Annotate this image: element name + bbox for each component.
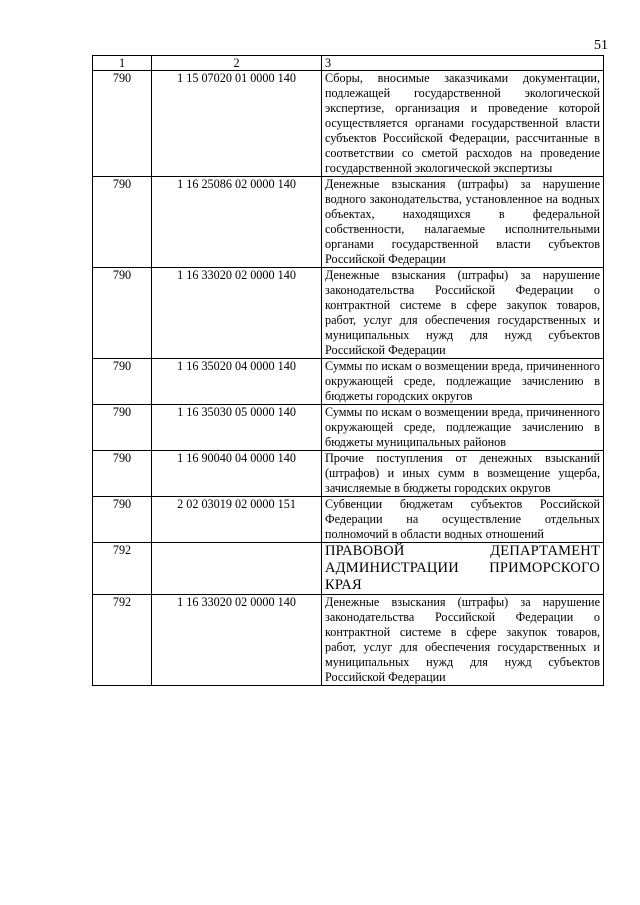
revenue-code: 1 16 35020 04 0000 140 <box>152 359 322 405</box>
table-row <box>93 405 604 451</box>
table-row <box>93 595 604 686</box>
department-row <box>93 543 604 595</box>
table-row <box>93 359 604 405</box>
table-row <box>93 451 604 497</box>
table-row <box>93 497 604 543</box>
admin-code: 790 <box>93 451 152 497</box>
budget-codes-table <box>92 55 604 686</box>
revenue-code: 1 16 33020 02 0000 140 <box>152 595 322 686</box>
revenue-code: 1 16 25086 02 0000 140 <box>152 177 322 268</box>
table-row <box>93 268 604 359</box>
revenue-code <box>152 543 322 595</box>
header-col-3: 3 <box>322 56 604 71</box>
revenue-description: Суммы по искам о возмещении вреда, причиненного окружающей среде, подлежащие зачислению в бюджеты муниципальных районов <box>322 405 604 451</box>
table-header-row <box>93 56 604 71</box>
admin-code: 792 <box>93 595 152 686</box>
admin-code: 790 <box>93 497 152 543</box>
header-col-2: 2 <box>152 56 322 71</box>
header-col-1: 1 <box>93 56 152 71</box>
admin-code: 790 <box>93 177 152 268</box>
revenue-description: Суммы по искам о возмещении вреда, причиненного окружающей среде, подлежащие зачислению в бюджеты городских округов <box>322 359 604 405</box>
revenue-code: 1 16 90040 04 0000 140 <box>152 451 322 497</box>
page-number: 51 <box>594 38 608 53</box>
admin-code: 790 <box>93 268 152 359</box>
revenue-code: 1 16 35030 05 0000 140 <box>152 405 322 451</box>
table-row <box>93 71 604 177</box>
revenue-description: Субвенции бюджетам субъектов Российской Федерации на осуществление отдельных полномочий в области водных отношений <box>322 497 604 543</box>
admin-code: 792 <box>93 543 152 595</box>
revenue-description: Сборы, вносимые заказчиками документации, подлежащей государственной экологической экспертизе, организация и проведение которой осуществляется органами государственной власти субъектов Российской Федерации, рассчитанные в соответствии со сметой расходов на проведение государственной экологической экспертизы <box>322 71 604 177</box>
admin-code: 790 <box>93 359 152 405</box>
admin-code: 790 <box>93 71 152 177</box>
revenue-code: 1 16 33020 02 0000 140 <box>152 268 322 359</box>
department-title: ПРАВОВОЙ ДЕПАРТАМЕНТ АДМИНИСТРАЦИИ ПРИМОРСКОГО КРАЯ <box>322 543 604 595</box>
revenue-description: Денежные взыскания (штрафы) за нарушение законодательства Российской Федерации о контрактной системе в сфере закупок товаров, работ, услуг для обеспечения государственных и муниципальных нужд для нужд субъектов Российской Федерации <box>322 268 604 359</box>
revenue-description: Денежные взыскания (штрафы) за нарушение водного законодательства, установленное на водных объектах, находящихся в федеральной собственности, налагаемые исполнительными органами государственной власти субъектов Российской Федерации <box>322 177 604 268</box>
revenue-code: 1 15 07020 01 0000 140 <box>152 71 322 177</box>
revenue-code: 2 02 03019 02 0000 151 <box>152 497 322 543</box>
revenue-description: Денежные взыскания (штрафы) за нарушение законодательства Российской Федерации о контрактной системе в сфере закупок товаров, работ, услуг для обеспечения государственных и муниципальных нужд для нужд субъектов Российской Федерации <box>322 595 604 686</box>
admin-code: 790 <box>93 405 152 451</box>
table-row <box>93 177 604 268</box>
revenue-description: Прочие поступления от денежных взысканий (штрафов) и иных сумм в возмещение ущерба, зачисляемые в бюджеты городских округов <box>322 451 604 497</box>
